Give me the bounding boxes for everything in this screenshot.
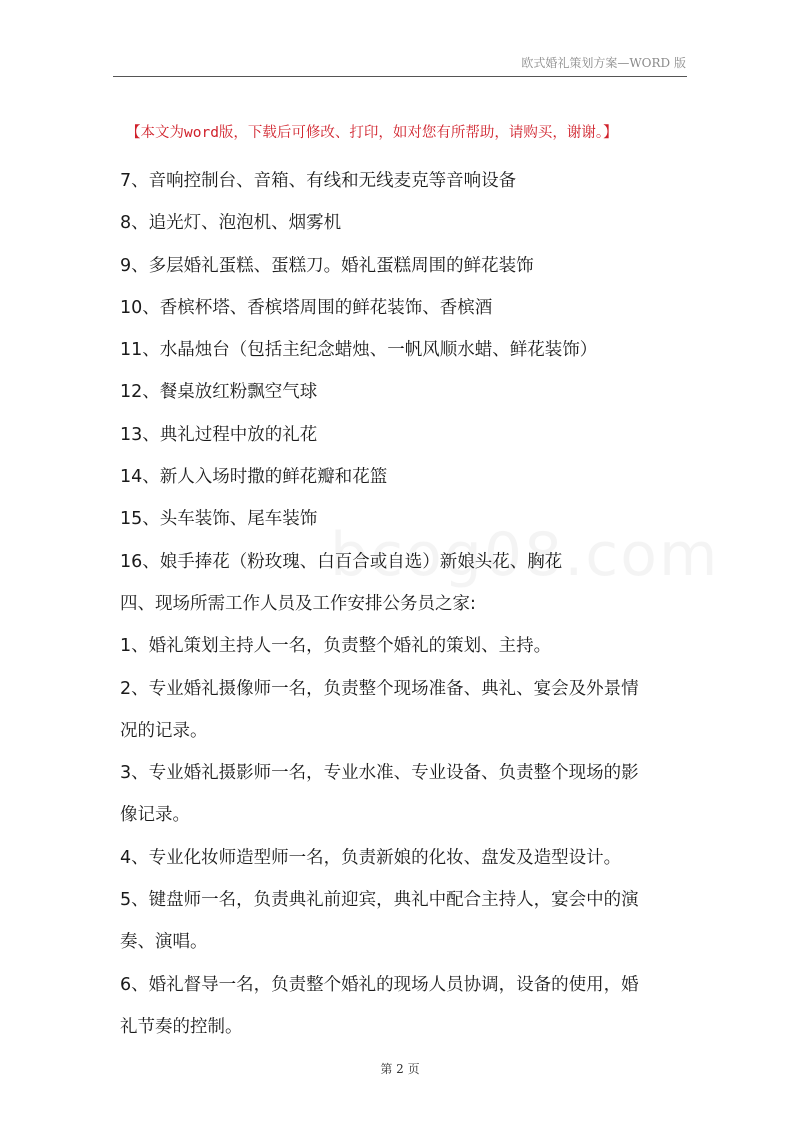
body-line: 11、水晶烛台（包括主纪念蜡烛、一帆风顺水蜡、鲜花装饰） [120,340,598,361]
body-line: 14、新人入场时撒的鲜花瓣和花篮 [120,467,388,488]
body-line: 7、音响控制台、音箱、有线和无线麦克等音响设备 [120,171,517,191]
body-line: 15、头车装饰、尾车装饰 [120,509,318,530]
body-line: 10、香槟杯塔、香槟塔周围的鲜花装饰、香槟酒 [120,297,493,318]
purchase-notice: 【本文为word版，下载后可修改、打印，如对您有所帮助，请购买，谢谢。】 [126,125,618,141]
section-heading: 四、现场所需工作人员及工作安排公务员之家: [120,593,476,614]
body-line: 1、婚礼策划主持人一名，负责整个婚礼的策划、主持。 [120,636,552,657]
body-line: 13、典礼过程中放的礼花 [120,424,318,445]
body-line: 2、专业婚礼摄像师一名，负责整个现场准备、典礼、宴会及外景情 [120,678,639,699]
body-line: 6、婚礼督导一名，负责整个婚礼的现场人员协调，设备的使用，婚 [120,974,639,995]
body-line: 3、专业婚礼摄影师一名，专业水准、专业设备、负责整个现场的影 [120,763,639,784]
body-line: 12、餐桌放红粉飘空气球 [120,382,318,403]
page-number: 第 2 页 [380,1062,420,1076]
body-line: 奏、演唱。 [120,932,208,953]
body-line: 礼节奏的控制。 [120,1016,243,1037]
body-line: 9、多层婚礼蛋糕、蛋糕刀。婚礼蛋糕周围的鲜花装饰 [120,255,534,276]
body-line: 5、键盘师一名，负责典礼前迎宾，典礼中配合主持人，宴会中的演 [120,890,639,911]
body-line: 像记录。 [120,805,190,826]
body-line: 况的记录。 [120,720,208,741]
body-line: 16、娘手捧花（粉玫瑰、白百合或自选）新娘头花、胸花 [120,551,563,572]
document-body [120,160,695,1048]
header-divider [113,76,687,77]
body-line: 8、追光灯、泡泡机、烟雾机 [120,213,342,234]
body-line: 4、专业化妆师造型师一名，负责新娘的化妆、盘发及造型设计。 [120,847,622,868]
document-header-title: 欧式婚礼策划方案—WORD 版 [521,56,686,70]
